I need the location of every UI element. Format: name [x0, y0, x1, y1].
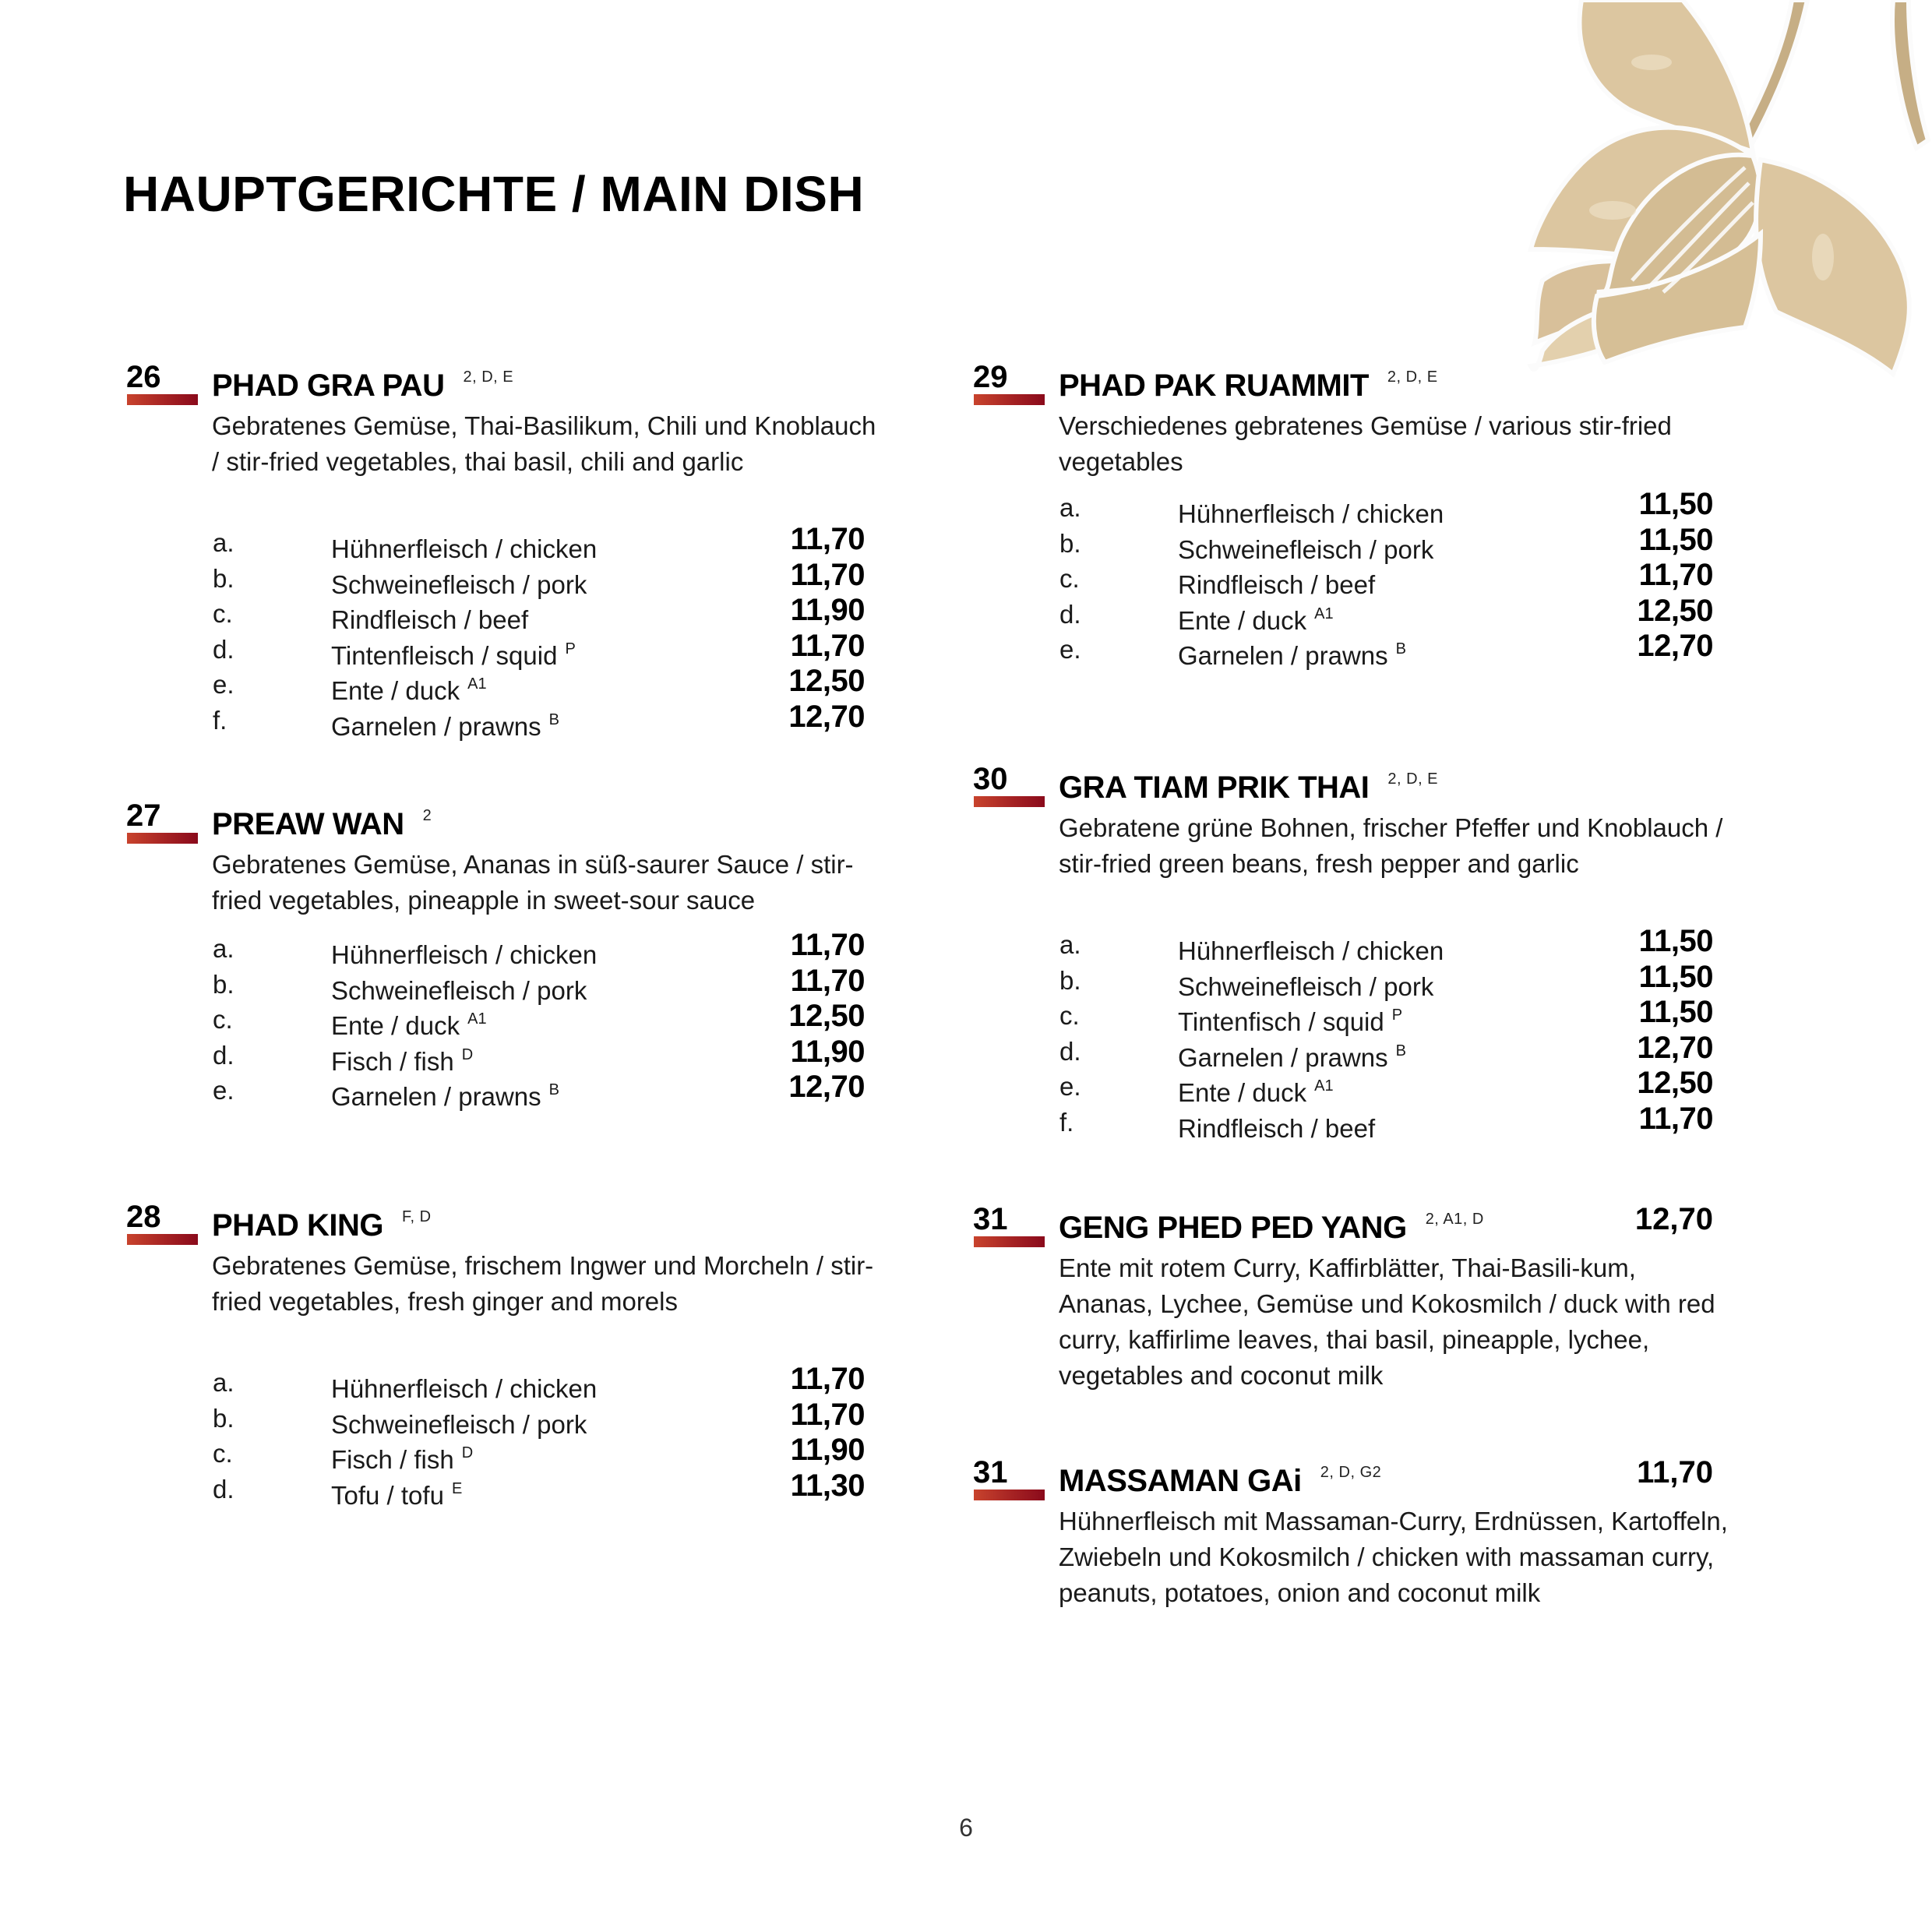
- option-row: [1059, 487, 1713, 528]
- option-row: [212, 557, 865, 599]
- option-label: Schweinefleisch / pork: [331, 975, 587, 1005]
- dish-heading: [212, 360, 513, 410]
- option-price: 11,70: [790, 1397, 865, 1432]
- option-price: 12,50: [1637, 593, 1713, 628]
- option-row: [212, 963, 865, 1005]
- dish-description: Gebratenes Gemüse, frischem Ingwer und Morcheln / stir-fried vegetables, fresh ginger and morels: [212, 1251, 874, 1316]
- option-row: [212, 1362, 865, 1403]
- dish-description: Ente mit rotem Curry, Kaffirblätter, Thai-Basili-kum, Ananas, Lychee, Gemüse und Kokosmilch / duck with red curry, kaffirlime leaves, thai basil, pineapple, lychee, vegetables and coconut milk: [1059, 1253, 1715, 1390]
- option-price: 12,50: [1637, 1066, 1713, 1100]
- option-letter: b.: [213, 1403, 234, 1433]
- option-label: Fisch / fish $^D$: [331, 1045, 474, 1076]
- option-list: [212, 1362, 865, 1510]
- option-letter: d.: [213, 1474, 234, 1504]
- option-allergen: P: [1391, 1007, 1403, 1024]
- option-letter: c.: [1059, 1001, 1080, 1030]
- option-letter: b.: [213, 563, 234, 593]
- option-row: [212, 928, 865, 969]
- accent-bar: [974, 796, 1045, 807]
- option-letter: a.: [213, 1368, 234, 1397]
- option-allergen: A1: [1314, 605, 1334, 622]
- option-label: Rindfleisch / beef: [331, 605, 529, 634]
- option-row: [1059, 959, 1713, 1001]
- option-price: 12,70: [788, 1070, 865, 1104]
- option-allergen: B: [548, 710, 559, 728]
- option-allergen: B: [1395, 640, 1406, 658]
- option-row: [1059, 593, 1713, 635]
- option-letter: a.: [1059, 493, 1081, 522]
- option-letter: e.: [213, 1076, 234, 1105]
- dish-name: GRA TIAM PRIK THAI: [1059, 770, 1370, 805]
- option-label: Tintenfleisch / squid $^P$: [331, 640, 576, 670]
- option-label: Garnelen / prawns $^B$: [1178, 1042, 1406, 1072]
- option-price: 11,70: [790, 557, 865, 592]
- option-price: 11,70: [790, 928, 865, 962]
- option-list: [1059, 487, 1713, 670]
- option-label: Tintenfisch / squid $^P$: [1178, 1007, 1403, 1036]
- option-letter: d.: [213, 1040, 234, 1070]
- option-row: [212, 664, 865, 705]
- option-label: Hühnerfleisch / chicken: [331, 534, 598, 563]
- option-price: 12,70: [1637, 1030, 1713, 1065]
- option-row: [1059, 995, 1713, 1036]
- option-price: 11,90: [790, 1433, 865, 1467]
- option-letter: d.: [1059, 1036, 1081, 1066]
- option-price: 11,50: [1638, 522, 1713, 557]
- option-price: 11,70: [1638, 1101, 1713, 1136]
- option-label: Fisch / fish $^D$: [331, 1444, 474, 1474]
- option-price: 12,70: [788, 699, 865, 734]
- option-letter: d.: [1059, 599, 1081, 629]
- option-label: Hühnerfleisch / chicken: [1178, 499, 1444, 528]
- dish-description: Hühnerfleisch mit Massaman-Curry, Erdnüssen, Kartoffeln, Zwiebeln und Kokosmilch / chicken with massaman curry, peanuts, potatoes, onion and coconut milk: [1059, 1507, 1728, 1607]
- option-price: 11,70: [790, 963, 865, 998]
- option-label: Rindfleisch / beef: [1178, 1113, 1376, 1143]
- option-list: [212, 522, 865, 741]
- option-row: [1059, 1101, 1713, 1143]
- option-label: Garnelen / prawns $^B$: [331, 1081, 559, 1111]
- option-label: Ente / duck $^{A1}$: [1178, 1077, 1334, 1107]
- option-row: [1059, 1030, 1713, 1072]
- accent-bar: [974, 1236, 1045, 1247]
- dish-price: 12,70: [1634, 1202, 1713, 1236]
- option-row: [1059, 1066, 1713, 1107]
- option-letter: e.: [1059, 635, 1081, 664]
- dish-heading: [1059, 762, 1438, 812]
- option-letter: f.: [1059, 1107, 1074, 1137]
- dish-name: PHAD PAK RUAMMIT: [1059, 368, 1369, 403]
- option-letter: c.: [1059, 564, 1080, 593]
- option-row: [212, 1433, 865, 1474]
- option-label: Hühnerfleisch / chicken: [331, 1374, 598, 1403]
- option-label: Schweinefleisch / pork: [1178, 971, 1434, 1001]
- dish-name: PHAD KING: [212, 1208, 383, 1243]
- option-label: Tofu / tofu $^E$: [331, 1479, 463, 1510]
- option-label: Schweinefleisch / pork: [331, 569, 587, 599]
- option-row: [1059, 558, 1713, 599]
- option-row: [212, 522, 865, 563]
- dish-name: MASSAMAN GAi: [1059, 1464, 1302, 1498]
- option-allergen: B: [548, 1081, 559, 1098]
- option-allergen: D: [461, 1045, 474, 1063]
- option-letter: d.: [213, 634, 234, 664]
- option-row: [212, 1468, 865, 1510]
- option-row: [1059, 924, 1713, 965]
- dish-name: GENG PHED PED YANG: [1059, 1211, 1407, 1245]
- option-allergen: A1: [467, 1010, 487, 1028]
- option-label: Ente / duck $^{A1}$: [331, 1010, 487, 1040]
- dish-description: Gebratenes Gemüse, Thai-Basilikum, Chili und Knoblauch / stir-fried vegetables, thai basil, chili and garlic: [212, 411, 876, 476]
- option-row: [212, 593, 865, 634]
- option-allergen: E: [451, 1479, 463, 1497]
- option-allergen: P: [565, 640, 576, 658]
- dish-allergens: F, D: [401, 1208, 432, 1225]
- dish-allergens: 2, D, E: [1387, 368, 1438, 386]
- dish-number: 31: [973, 1202, 1008, 1236]
- flower-illustration-icon: [1496, 0, 1932, 421]
- option-price: 11,50: [1638, 487, 1713, 521]
- option-price: 11,50: [1638, 959, 1713, 994]
- option-letter: f.: [213, 705, 227, 735]
- dish-heading: [1059, 360, 1438, 410]
- accent-bar: [974, 1490, 1045, 1500]
- dish-description: Verschiedenes gebratenes Gemüse / various stir-fried vegetables: [1059, 411, 1672, 476]
- option-price: 11,70: [1638, 558, 1713, 592]
- dish-number: 30: [973, 762, 1008, 796]
- dish-description: Gebratenes Gemüse, Ananas in süß-saurer Sauce / stir-fried vegetables, pineapple in sweet-sour sauce: [212, 850, 854, 915]
- option-row: [212, 1397, 865, 1439]
- dish-name: PREAW WAN: [212, 807, 404, 841]
- option-allergen: D: [461, 1444, 474, 1461]
- option-price: 12,50: [788, 999, 865, 1033]
- page-number: 6: [959, 1814, 973, 1842]
- option-letter: c.: [213, 1439, 233, 1468]
- dish-number: 29: [973, 360, 1008, 394]
- dish-allergens: 2, D, E: [1387, 770, 1439, 788]
- option-letter: a.: [1059, 930, 1081, 959]
- option-price: 12,50: [788, 664, 865, 698]
- option-allergen: B: [1395, 1042, 1406, 1059]
- dish-heading: [212, 799, 432, 848]
- option-letter: b.: [1059, 528, 1081, 558]
- option-label: Garnelen / prawns $^B$: [331, 710, 559, 741]
- option-row: [212, 999, 865, 1040]
- dish-allergens: 2, A1, D: [1425, 1211, 1484, 1228]
- option-letter: e.: [213, 670, 234, 699]
- option-label: Rindfleisch / beef: [1178, 570, 1376, 599]
- option-list: [212, 928, 865, 1111]
- option-price: 11,90: [790, 1034, 865, 1069]
- option-row: [212, 1034, 865, 1076]
- option-letter: b.: [1059, 965, 1081, 995]
- dish-number: 31: [973, 1455, 1008, 1490]
- option-label: Hühnerfleisch / chicken: [331, 940, 598, 969]
- dish-number: 26: [126, 360, 161, 394]
- dish-number: 27: [126, 799, 161, 833]
- option-price: 11,70: [790, 628, 865, 663]
- accent-bar: [127, 833, 198, 844]
- dish-allergens: 2: [422, 807, 432, 824]
- option-letter: a.: [213, 934, 234, 963]
- option-price: 11,50: [1638, 924, 1713, 958]
- accent-bar: [974, 394, 1045, 405]
- dish-description: Gebratene grüne Bohnen, frischer Pfeffer und Knoblauch / stir-fried green beans, fresh pepper and garlic: [1059, 813, 1723, 878]
- page-title: HAUPTGERICHTE / MAIN DISH: [123, 166, 865, 222]
- dish-price: 11,70: [1637, 1455, 1713, 1490]
- option-price: 11,70: [790, 522, 865, 556]
- option-letter: b.: [213, 969, 234, 999]
- option-row: [212, 628, 865, 670]
- option-price: 11,90: [790, 593, 865, 627]
- option-label: Schweinefleisch / pork: [1178, 534, 1434, 564]
- dish-allergens: 2, D, G2: [1320, 1464, 1382, 1481]
- option-letter: e.: [1059, 1072, 1081, 1101]
- option-list: [1059, 924, 1713, 1143]
- option-label: Ente / duck $^{A1}$: [331, 675, 487, 705]
- option-label: Schweinefleisch / pork: [331, 1409, 587, 1439]
- dish-number: 28: [126, 1200, 161, 1234]
- accent-bar: [127, 394, 198, 405]
- option-label: Hühnerfleisch / chicken: [1178, 936, 1444, 965]
- dish-name: PHAD GRA PAU: [212, 368, 445, 403]
- option-letter: c.: [213, 599, 233, 628]
- dish-heading: [1059, 1202, 1484, 1252]
- option-price: 12,70: [1637, 629, 1713, 663]
- option-row: [1059, 522, 1713, 564]
- option-row: [212, 699, 865, 741]
- option-letter: a.: [213, 528, 234, 557]
- option-allergen: A1: [467, 675, 487, 693]
- option-label: Ente / duck $^{A1}$: [1178, 605, 1334, 635]
- option-label: Garnelen / prawns $^B$: [1178, 640, 1406, 670]
- option-allergen: A1: [1314, 1077, 1334, 1095]
- accent-bar: [127, 1234, 198, 1245]
- option-row: [1059, 629, 1713, 670]
- dish-allergens: 2, D, E: [463, 368, 514, 386]
- option-row: [212, 1070, 865, 1111]
- option-price: 11,50: [1638, 995, 1713, 1029]
- option-price: 11,30: [790, 1468, 865, 1503]
- option-price: 11,70: [790, 1362, 865, 1396]
- option-letter: c.: [213, 1005, 233, 1034]
- dish-heading: [1059, 1455, 1381, 1505]
- dish-heading: [212, 1200, 432, 1250]
